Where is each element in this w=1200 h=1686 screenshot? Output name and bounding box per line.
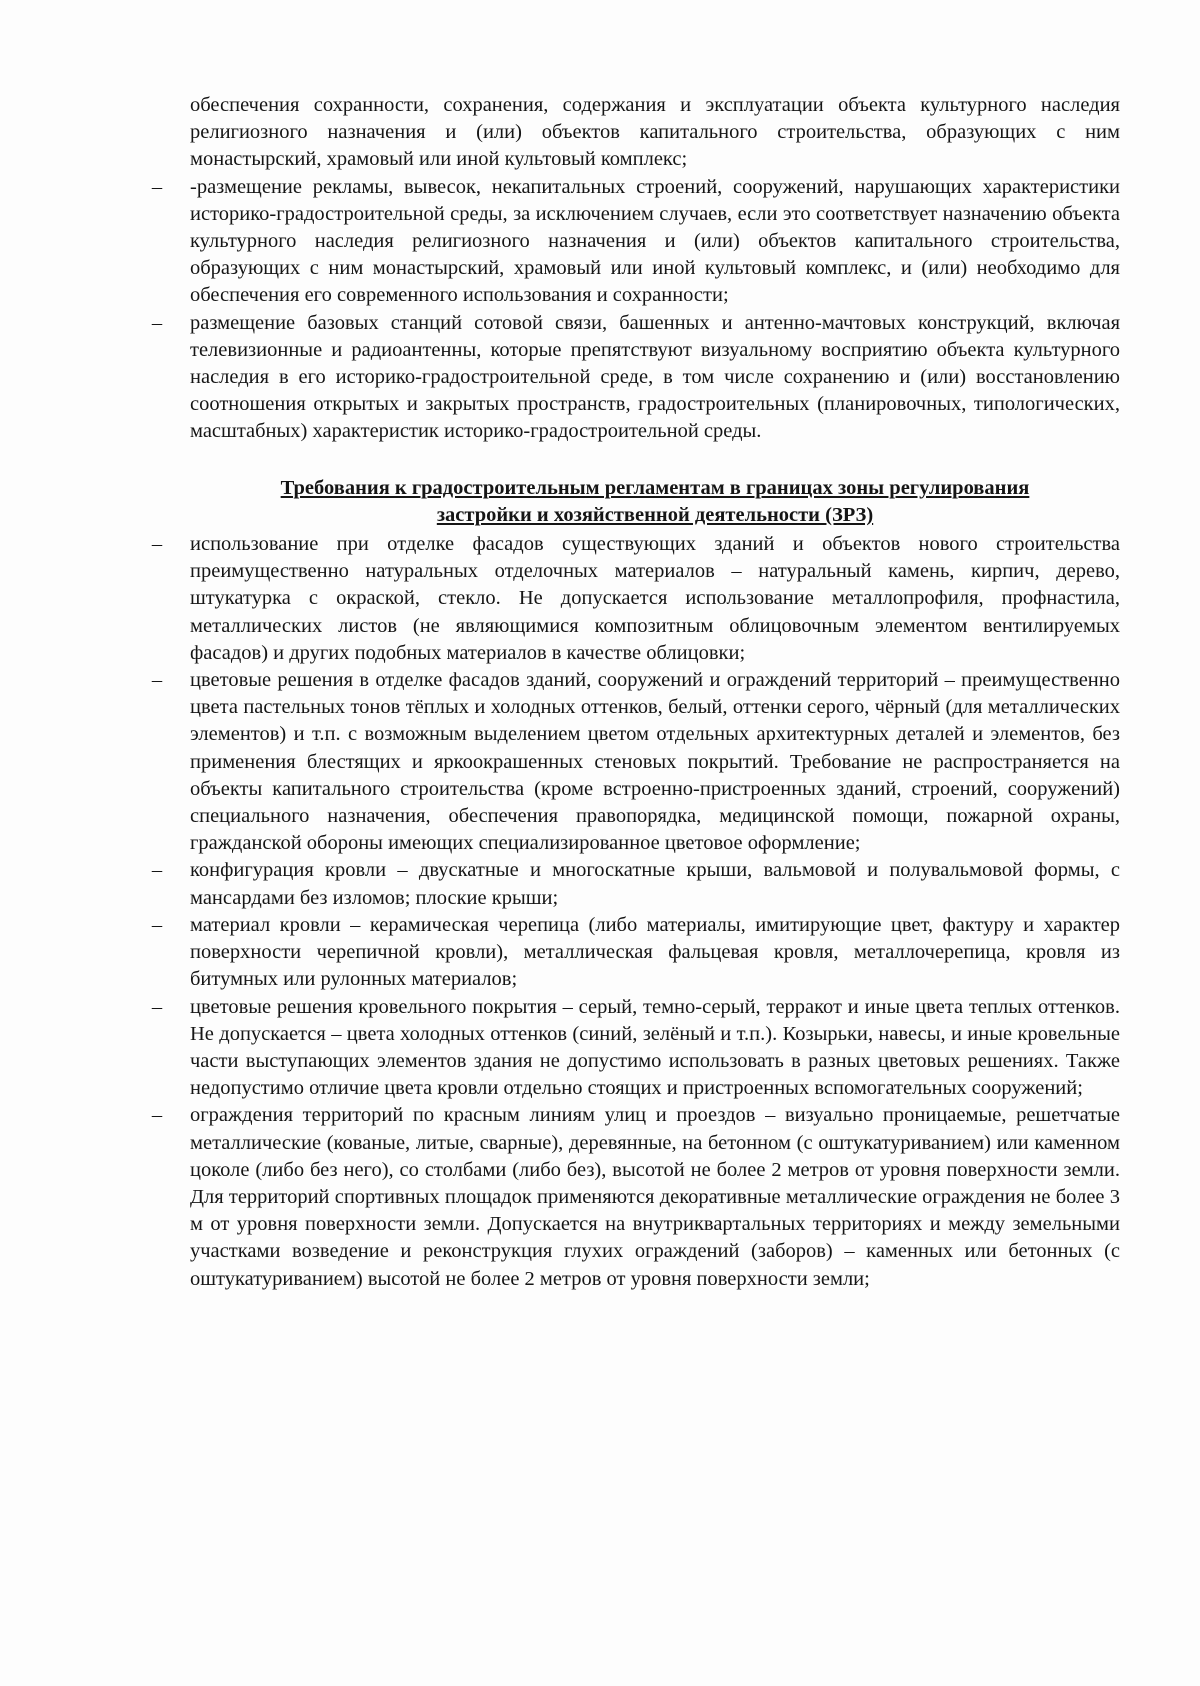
list-dash: – <box>151 175 163 198</box>
list-dash: – <box>151 859 163 882</box>
requirements-list <box>151 531 1120 1293</box>
list-dash: – <box>151 311 163 334</box>
list-dash: – <box>151 913 163 936</box>
list-item-text: -размещение рекламы, вывесок, некапитальных строений, сооружений, нарушающих характеристики историко-градостроительной среды, за исключением случаев, если это соответствует назначению объекта культурного наследия религиозного назначения и (или) объектов капитального строительства, образующих с ним монастырский, храмовый или иной культовый комплекс, и (или) необходимо для обеспечения его современного использования и сохранности; <box>190 175 1120 307</box>
list-item-text: использование при отделке фасадов существующих зданий и объектов нового строительства преимущественно натуральных отделочных материалов – натуральный камень, кирпич, дерево, штукатурка с окраской, стекло. Не допускается использование металлопрофиля, профнастила, металлических листов (не являющимися композитным облицовочным элементом вентилируемых фасадов) и других подобных материалов в качестве облицовки; <box>190 533 1120 664</box>
list-item <box>151 531 1120 667</box>
list-item <box>151 994 1120 1103</box>
list-item-text: размещение базовых станций сотовой связи, башенных и антенно-мачтовых конструкций, включая телевизионные и радиоантенны, которые препятствуют визуальному восприятию объекта культурного наследия в его историко-градостроительной среде, в том числе сохранению и (или) восстановлению соотношения открытых и закрытых пространств, градостроительных (планировочных, типологических, масштабных) характеристик историко-градостроительной среды. <box>190 311 1120 443</box>
document-body <box>151 92 1120 1293</box>
list-item <box>151 857 1120 911</box>
list-dash: – <box>151 995 163 1018</box>
list-item <box>151 667 1120 857</box>
section-heading-line-1: Требования к градостроительным регламентам в границах зоны регулирования <box>280 476 1030 499</box>
intro-paragraph: обеспечения сохранности, сохранения, содержания и эксплуатации объекта культурного наследия религиозного назначения и (или) объектов капитального строительства, образующих с ним монастырский, храмовый или иной культовый комплекс; <box>190 94 1120 171</box>
list-item <box>151 310 1120 446</box>
restrictions-list <box>151 174 1120 446</box>
list-dash: – <box>151 1104 163 1127</box>
list-item <box>151 912 1120 994</box>
list-item-text: материал кровли – керамическая черепица (либо материалы, имитирующие цвет, фактуру и характер поверхности черепичной кровли), металлическая фальцевая кровля, металлочерепица, кровля из битумных или рулонных материалов; <box>190 913 1120 991</box>
list-item-text: цветовые решения в отделке фасадов зданий, сооружений и ограждений территорий – преимущественно цвета пастельных тонов тёплых и холодных оттенков, белый, оттенки серого, чёрный (для металлических элементов) и т.п. с возможным выделением цветом отдельных архитектурных деталей и элементов, без применения блестящих и яркоокрашенных стеновых покрытий. Требование не распространяется на объекты капитального строительства (кроме встроенно-пристроенных зданий, строений, сооружений) специального назначения, обеспечения правопорядка, медицинской помощи, пожарной охраны, гражданской обороны имеющих специализированное цветовое оформление; <box>190 669 1120 855</box>
list-item-text: конфигурация кровли – двускатные и многоскатные крыши, вальмовой и полувальмовой формы, с мансардами без изломов; плоские крыши; <box>190 859 1120 909</box>
list-item-text: цветовые решения кровельного покрытия – серый, темно-серый, терракот и иные цвета теплых оттенков. Не допускается – цвета холодных оттенков (синий, зелёный и т.п.). Козырьки, навесы, и иные кровельные части выступающих элементов здания не допустимо использовать в разных цветовых решениях. Также недопустимо отличие цвета кровли отдельно стоящих и пристроенных вспомогательных сооружений; <box>190 995 1120 1100</box>
list-dash: – <box>151 533 163 556</box>
list-item <box>151 1102 1120 1292</box>
list-item <box>151 174 1120 310</box>
list-item-text: ограждения территорий по красным линиям улиц и проездов – визуально проницаемые, решетчатые металлические (кованые, литые, сварные), деревянные, на бетонном (с оштукатуриванием) или каменном цоколе (либо без него), со столбами (либо без), высотой не более 2 метров от уровня поверхности земли. Для территорий спортивных площадок применяются декоративные металлические ограждения не более 3 м от уровня поверхности земли. Допускается на внутриквартальных территориях и между земельными участками возведение и реконструкция глухих ограждений (заборов) – каменных или бетонных (с оштукатуриванием) высотой не более 2 метров от уровня поверхности земли; <box>190 1104 1120 1290</box>
list-dash: – <box>151 669 163 692</box>
section-heading <box>190 475 1120 529</box>
section-heading-line-2: застройки и хозяйственной деятельности (ЗРЗ) <box>436 503 874 526</box>
